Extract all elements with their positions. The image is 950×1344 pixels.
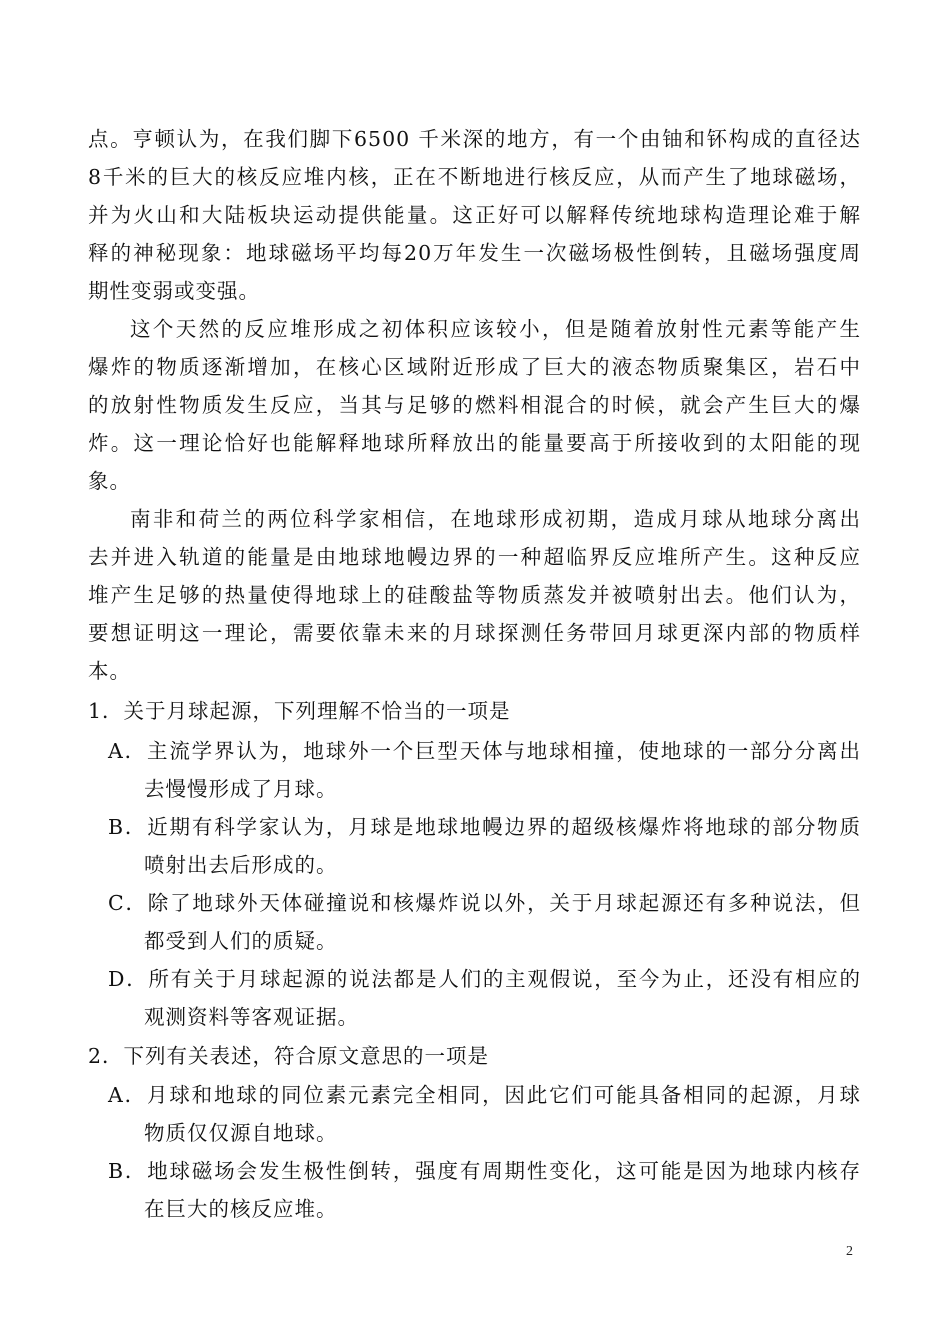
paragraph-line: 8千米的巨大的核反应堆内核，正在不断地进行核反应，从而产生了地球磁场， <box>88 165 861 189</box>
paragraph-line: 炸。这一理论恰好也能解释地球所释放出的能量要高于所接收到的太阳能的现 <box>88 431 861 455</box>
option-a-continued: 物质仅仅源自地球。 <box>144 1121 338 1145</box>
paragraph-line: 去并进入轨道的能量是由地球地幔边界的一种超临界反应堆所产生。这种反应 <box>88 545 861 569</box>
paragraph-line: 的放射性物质发生反应，当其与足够的燃料相混合的时候，就会产生巨大的爆 <box>88 393 861 417</box>
option-c-continued: 都受到人们的质疑。 <box>144 929 338 953</box>
option-c: C．除了地球外天体碰撞说和核爆炸说以外，关于月球起源还有多种说法，但 <box>108 891 861 915</box>
option-d: D．所有关于月球起源的说法都是人们的主观假说，至今为止，还没有相应的 <box>108 967 861 991</box>
paragraph-line: 爆炸的物质逐渐增加，在核心区域附近形成了巨大的液态物质聚集区，岩石中 <box>88 355 861 379</box>
question-stem: 1．关于月球起源，下列理解不恰当的一项是 <box>88 699 511 723</box>
option-b-continued: 喷射出去后形成的。 <box>144 853 338 877</box>
option-b: B．地球磁场会发生极性倒转，强度有周期性变化，这可能是因为地球内核存 <box>108 1159 861 1183</box>
option-d-continued: 观测资料等客观证据。 <box>144 1005 359 1029</box>
page-number: 2 <box>846 1244 854 1259</box>
paragraph-line: 堆产生足够的热量使得地球上的硅酸盐等物质蒸发并被喷射出去。他们认为， <box>88 583 861 607</box>
paragraph-line: 要想证明这一理论，需要依靠未来的月球探测任务带回月球更深内部的物质样 <box>88 621 861 645</box>
option-b-continued: 在巨大的核反应堆。 <box>144 1197 338 1221</box>
question-stem: 2．下列有关表述，符合原文意思的一项是 <box>88 1044 490 1068</box>
option-b: B．近期有科学家认为，月球是地球地幔边界的超级核爆炸将地球的部分物质 <box>108 815 861 839</box>
option-a: A．月球和地球的同位素元素完全相同，因此它们可能具备相同的起源，月球 <box>108 1083 861 1107</box>
paragraph-line: 这个天然的反应堆形成之初体积应该较小，但是随着放射性元素等能产生 <box>130 317 861 341</box>
paragraph-line: 南非和荷兰的两位科学家相信，在地球形成初期，造成月球从地球分离出 <box>130 507 861 531</box>
paragraph-line: 期性变弱或变强。 <box>88 279 260 303</box>
paragraph-line: 并为火山和大陆板块运动提供能量。这正好可以解释传统地球构造理论难于解 <box>88 203 861 227</box>
paragraph-line: 本。 <box>88 659 131 683</box>
option-a-continued: 去慢慢形成了月球。 <box>144 777 338 801</box>
paragraph-line: 象。 <box>88 469 131 493</box>
paragraph-line: 释的神秘现象：地球磁场平均每20万年发生一次磁场极性倒转，且磁场强度周 <box>88 241 861 265</box>
paragraph-line: 点。亨顿认为，在我们脚下6500 千米深的地方，有一个由铀和钚构成的直径达 <box>88 127 861 151</box>
option-a: A．主流学界认为，地球外一个巨型天体与地球相撞，使地球的一部分分离出 <box>108 739 861 763</box>
